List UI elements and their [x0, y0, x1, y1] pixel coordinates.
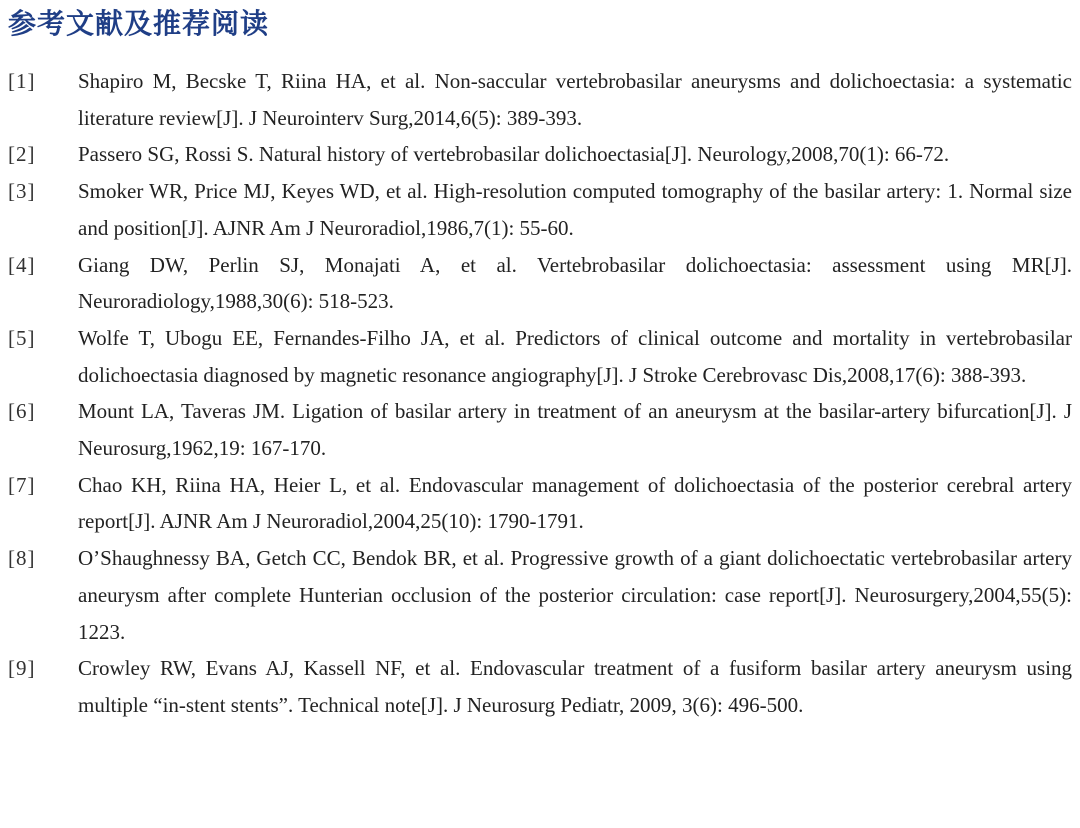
reference-item [8, 173, 1072, 246]
reference-number: [5] [8, 325, 36, 350]
reference-list [8, 63, 1072, 724]
reference-item [8, 467, 1072, 540]
reference-number: [4] [8, 252, 36, 277]
reference-number: [8] [8, 546, 36, 571]
reference-item [8, 540, 1072, 650]
reference-text: Crowley RW, Evans AJ, Kassell NF, et al. Endovascular treatment of a fusiform basilar artery aneurysm using multiple “in-stent stents”. Technical note[J]. J Neurosurg Pediatr, 2009, 3(6): 496-500. [78, 656, 1072, 717]
reference-item [8, 136, 1072, 173]
reference-number: [7] [8, 472, 36, 497]
reference-item [8, 393, 1072, 466]
reference-text: Chao KH, Riina HA, Heier L, et al. Endovascular management of dolichoectasia of the posterior cerebral artery report[J]. AJNR Am J Neuroradiol,2004,25(10): 1790-1791. [78, 472, 1072, 534]
reference-item [8, 320, 1072, 393]
reference-item [8, 247, 1072, 320]
reference-number: [9] [8, 656, 36, 681]
reference-text: Wolfe T, Ubogu EE, Fernandes-Filho JA, et al. Predictors of clinical outcome and mortality in vertebrobasilar dolichoectasia diagnosed by magnetic resonance angiography[J]. J Stroke Cerebrovasc Dis,2008,17(6): 388-393. [78, 325, 1072, 387]
reference-text: Mount LA, Taveras JM. Ligation of basilar artery in treatment of an aneurysm at the basilar-artery bifurcation[J]. J Neurosurg,1962,19: 167-170. [78, 399, 1072, 461]
reference-text: Passero SG, Rossi S. Natural history of vertebrobasilar dolichoectasia[J]. Neurology,2008,70(1): 66-72. [78, 142, 950, 167]
reference-number: [6] [8, 399, 36, 424]
reference-number: [3] [8, 179, 36, 204]
reference-item [8, 63, 1072, 136]
reference-text: Smoker WR, Price MJ, Keyes WD, et al. High-resolution computed tomography of the basilar artery: 1. Normal size and position[J]. AJNR Am J Neuroradiol,1986,7(1): 55-60. [78, 179, 1072, 240]
reference-number: [2] [8, 142, 36, 167]
section-heading: 参考文献及推荐阅读 [8, 7, 270, 40]
reference-item [8, 650, 1072, 723]
reference-text: O’Shaughnessy BA, Getch CC, Bendok BR, et al. Progressive growth of a giant dolichoectatic vertebrobasilar artery aneurysm after complete Hunterian occlusion of the posterior circulation: case report[J]. Neurosurgery,2004,55(5): 1223. [78, 546, 1072, 644]
reference-text: Giang DW, Perlin SJ, Monajati A, et al. Vertebrobasilar dolichoectasia: assessment using MR[J]. Neuroradiology,1988,30(6): 518-523. [78, 252, 1072, 314]
reference-number: [1] [8, 69, 36, 93]
reference-text: Shapiro M, Becske T, Riina HA, et al. Non-saccular vertebrobasilar aneurysms and dolichoectasia: a systematic literature review[J]. J Neurointerv Surg,2014,6(5): 389-393. [78, 69, 1072, 130]
